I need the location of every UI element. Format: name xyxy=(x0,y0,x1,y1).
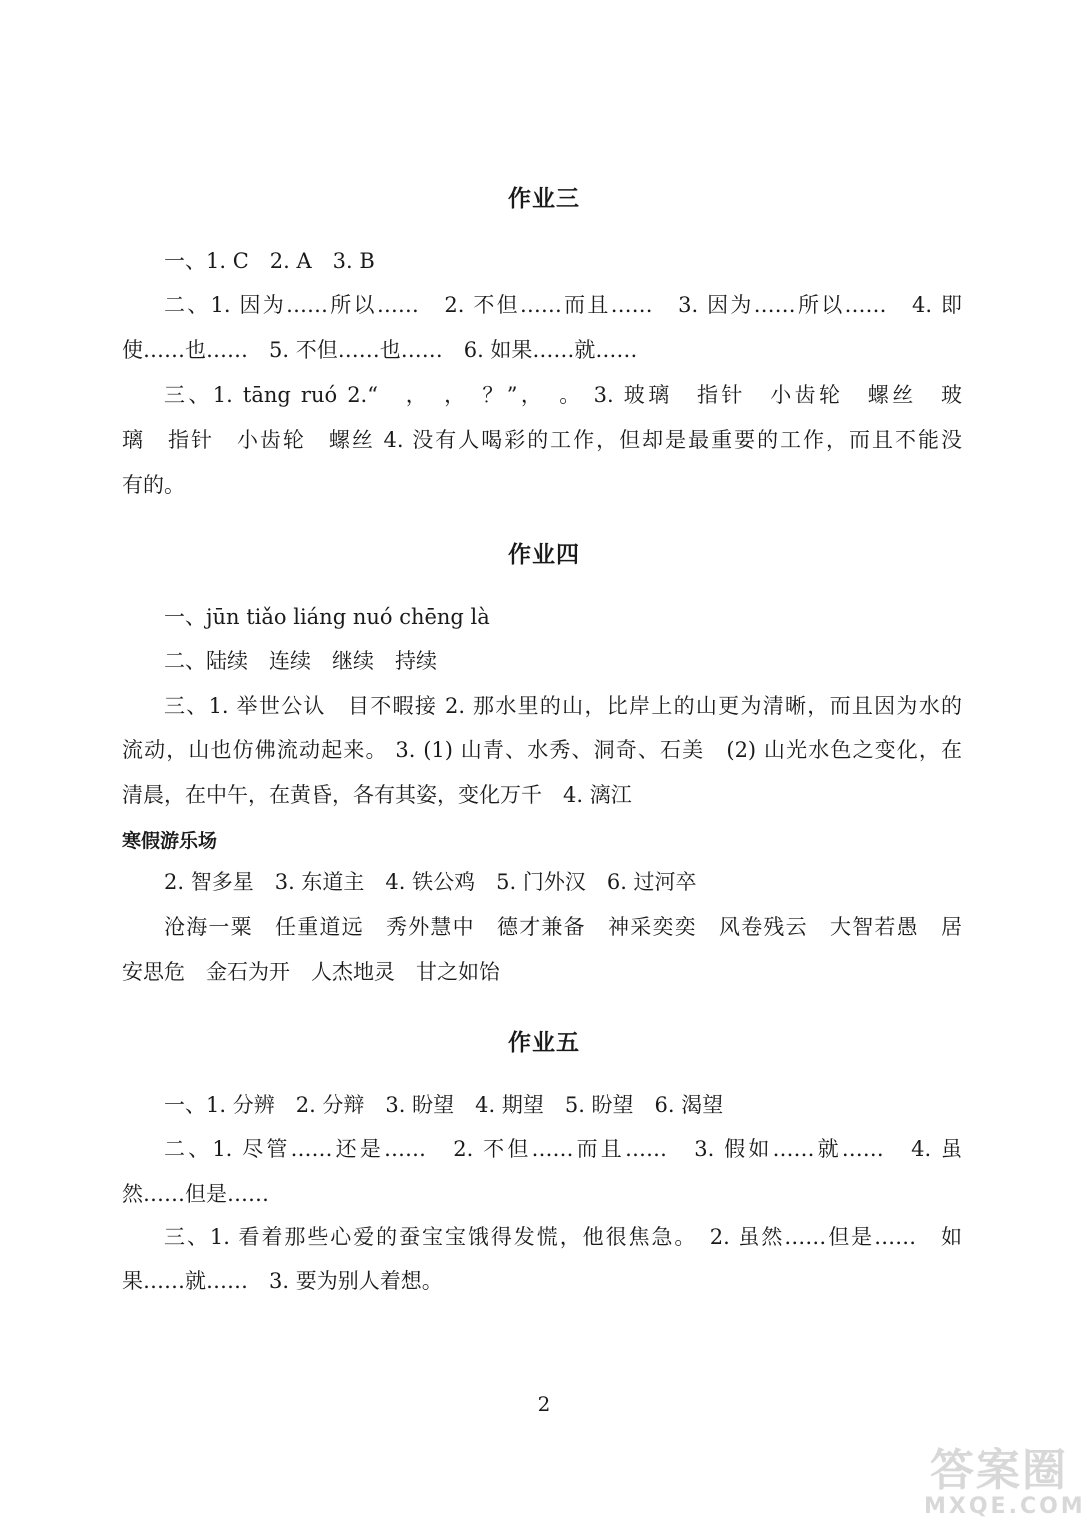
page-number: 2 xyxy=(537,1392,551,1416)
watermark-logo xyxy=(924,1445,1086,1526)
answer-line: 一、1. 分辨 2. 分辩 3. 盼望 4. 期望 5. 盼望 6. 渴望 xyxy=(164,1093,724,1117)
answer-line: 二、陆续 连续 继续 持续 xyxy=(164,649,437,673)
answer-line: 二、1. 尽管……还是…… 2. 不但……而且…… 3. 假如……就…… 4. 虽 xyxy=(164,1137,962,1161)
answer-line: 使……也…… 5. 不但……也…… 6. 如果……就…… xyxy=(122,338,638,362)
answer-line: 二、1. 因为……所以…… 2. 不但……而且…… 3. 因为……所以…… 4. 即 xyxy=(164,293,962,317)
section-title-hw3: 作业三 xyxy=(508,186,580,212)
watermark-line1: 答案圈 xyxy=(930,1445,1068,1496)
answer-line: 2. 智多星 3. 东道主 4. 铁公鸡 5. 门外汉 6. 过河卒 xyxy=(164,870,697,894)
answer-line: 璃 指针 小齿轮 螺丝 4. 没有人喝彩的工作，但却是最重要的工作，而且不能没 xyxy=(122,428,962,452)
answer-line: 一、jūn tiǎo liáng nuó chēng là xyxy=(164,605,490,629)
subsection-title-fun: 寒假游乐场 xyxy=(122,830,218,852)
answer-line: 果……就…… 3. 要为别人着想。 xyxy=(122,1269,443,1293)
answer-line: 一、1. C 2. A 3. B xyxy=(164,249,375,273)
answer-line: 清晨，在中午，在黄昏，各有其姿，变化万千 4. 漓江 xyxy=(122,783,632,807)
section-title-hw4: 作业四 xyxy=(508,542,580,568)
answer-line: 然……但是…… xyxy=(122,1182,269,1206)
answer-line: 三、1. 看着那些心爱的蚕宝宝饿得发慌，他很焦急。 2. 虽然……但是…… 如 xyxy=(164,1225,962,1249)
section-title-hw5: 作业五 xyxy=(508,1030,580,1056)
answer-line: 有的。 xyxy=(122,473,185,497)
answer-line: 安思危 金石为开 人杰地灵 甘之如饴 xyxy=(122,960,500,984)
answer-line: 三、1. 举世公认 目不暇接 2. 那水里的山，比岸上的山更为清晰，而且因为水的 xyxy=(164,694,962,718)
watermark-line2: MXQE.COM xyxy=(924,1494,1086,1519)
answer-line: 三、1. tāng ruó 2.“ ， ， ？”， 。 3. 玻璃 指针 小齿轮 螺丝 玻 xyxy=(164,383,962,407)
answer-line: 沧海一粟 任重道远 秀外慧中 德才兼备 神采奕奕 风卷残云 大智若愚 居 xyxy=(164,915,962,939)
answer-line: 流动，山也仿佛流动起来。 3. (1) 山青、水秀、洞奇、石美 (2) 山光水色之变化，在 xyxy=(122,738,962,762)
